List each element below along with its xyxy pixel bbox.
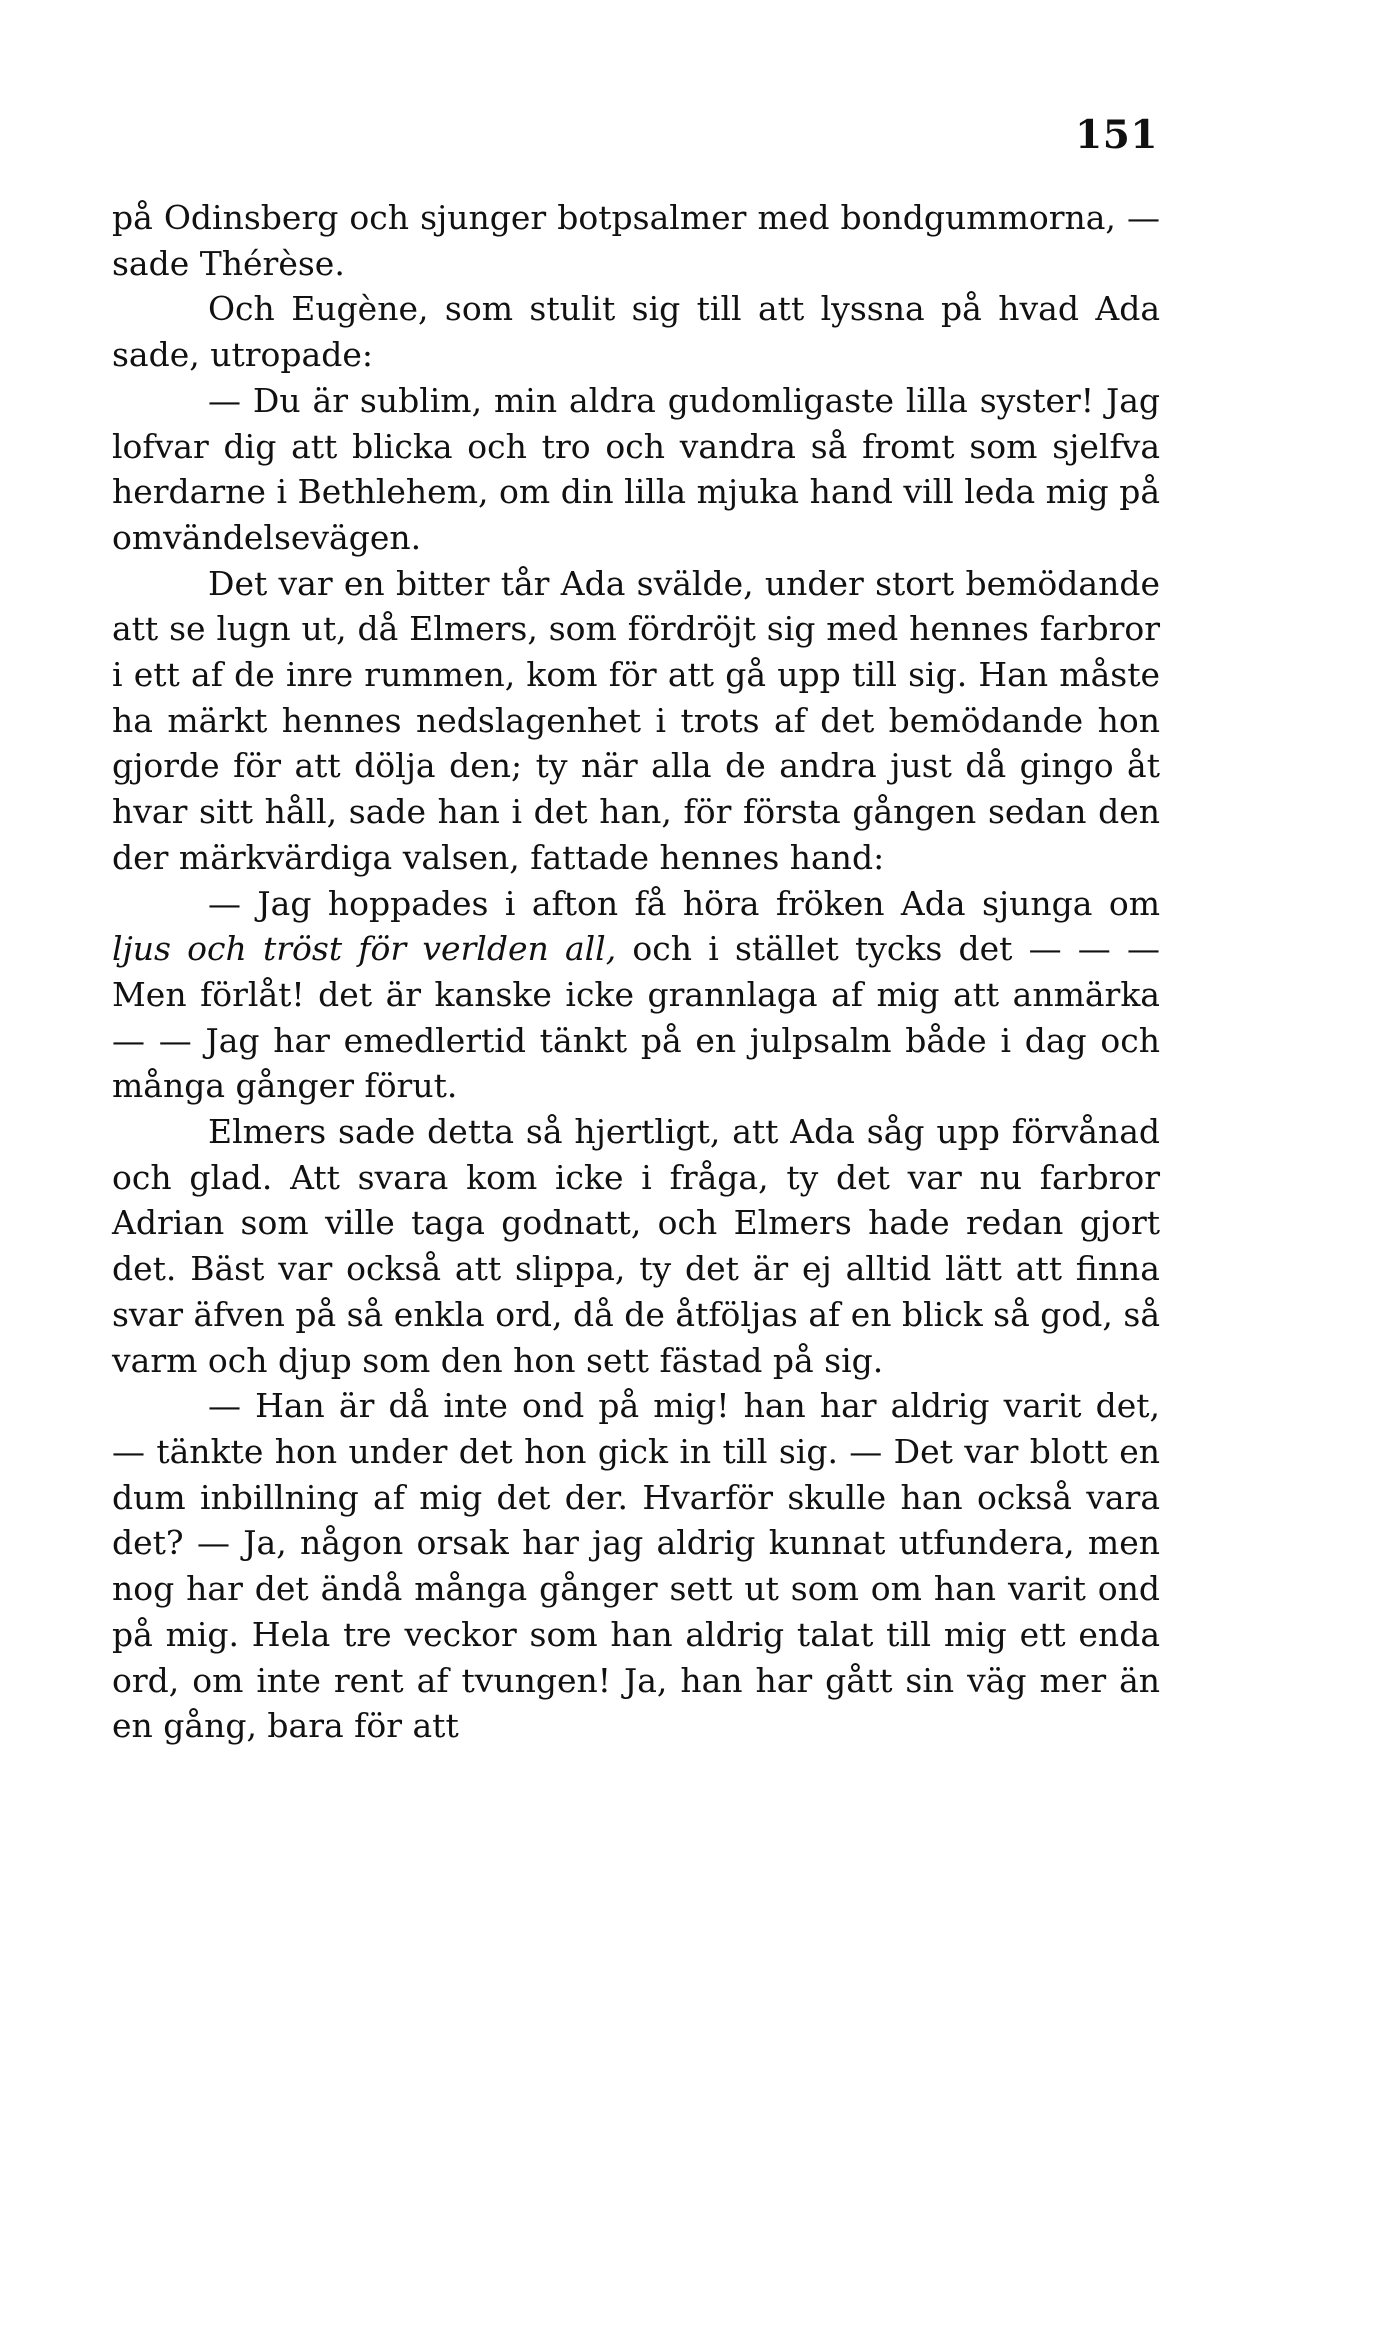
paragraph-6: Elmers sade detta så hjertligt, att Ada såg upp förvånad och glad. Att svara kom icke i fråga, ty det var nu farbror Adrian som ville taga godnatt, och Elmers hade redan gjort det. Bäst var också att slippa, ty det är ej alltid lätt att finna svar äfven på så enkla ord, då de åtföljas af en blick så god, så varm och djup som den hon sett fästad på sig. bbox=[112, 1112, 1160, 1380]
paragraph-5-text-before: — Jag hoppades i afton få höra fröken Ada sjunga om bbox=[208, 883, 1160, 923]
paragraph-2: Och Eugène, som stulit sig till att lyssna på hvad Ada sade, utropade: bbox=[112, 289, 1160, 375]
paragraph-4: Det var en bitter tår Ada svälde, under stort bemödande att se lugn ut, då Elmers, som fördröjt sig med hennes farbror i ett af de inre rummen, kom för att gå upp till sig. Han måste ha märkt hennes nedslagenhet i trots af det bemödande hon gjorde för att dölja den; ty när alla de andra just då gingo åt hvar sitt håll, sade han i det han, för första gången sedan den der märkvärdiga valsen, fattade hennes hand: bbox=[112, 563, 1160, 877]
paragraph-5 bbox=[112, 881, 1160, 1110]
paragraph-1: på Odinsberg och sjunger botpsalmer med bondgummorna, — sade Thérèse. bbox=[112, 198, 1160, 283]
paragraph-3: — Du är sublim, min aldra gudomligaste lilla syster! Jag lofvar dig att blicka och tro och vandra så fromt som sjelfva herdarne i Bethlehem, om din lilla mjuka hand vill leda mig på omvändelsevägen. bbox=[112, 380, 1160, 557]
paragraph-5-text-after: och i stället tycks det — — — Men förlåt! det är kanske icke grannlaga af mig att anmärka — — Jag har emedlertid tänkt på en julpsalm både i dag och många gånger förut. bbox=[112, 929, 1161, 1106]
paragraph-7: — Han är då inte ond på mig! han har aldrig varit det, — tänkte hon under det hon gick in till sig. — Det var blott en dum inbillning af mig det der. Hvarför skulle han också vara det? — Ja, någon orsak har jag aldrig kunnat utfundera, men nog har det ändå många gånger sett ut som om han varit ond på mig. Hela tre veckor som han aldrig talat till mig ett enda ord, om inte rent af tvungen! Ja, han har gått sin väg mer än en gång, bara för att bbox=[112, 1386, 1160, 1746]
body-text bbox=[112, 195, 1160, 1749]
paragraph-5-italic-phrase: ljus och tröst för verlden all, bbox=[112, 929, 617, 969]
page-number: 151 bbox=[1075, 112, 1158, 158]
